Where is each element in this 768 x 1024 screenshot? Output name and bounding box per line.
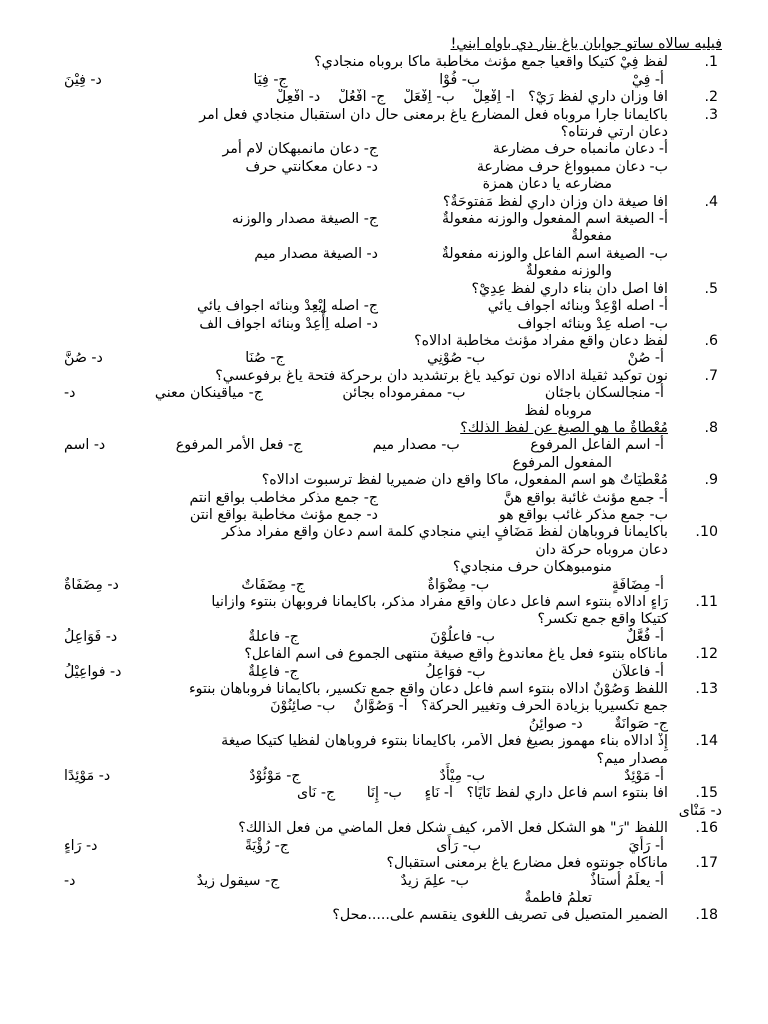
question-3	[48, 107, 722, 124]
option-d: د- اسم	[64, 437, 106, 454]
question-13-options-row2	[48, 716, 722, 733]
option-b: ب- مصدار ميم	[372, 437, 460, 454]
question-number: 6.	[704, 332, 718, 349]
question-16	[48, 820, 722, 837]
option-b: ب- صائِنُوْنَ	[270, 698, 336, 715]
option-a: أ- نَاءٍ	[424, 785, 453, 802]
question-number: 3.	[704, 106, 718, 123]
question-text: لفظ فِيْ كتيكا واقعيا جمع مؤنث مخاطبة ماكا بروباه منجادي؟	[314, 54, 668, 71]
question-text: مُعْطَيَاتٌ هو اسم المفعول، ماكا واقع دان ضميريا لفظ ترسبوت ادالاه؟	[261, 472, 668, 489]
option-d-cont: مروباه لفظ	[524, 402, 592, 419]
question-13	[48, 681, 722, 698]
option-b: ب- اصله عِدْ وبنائه اجواف	[517, 315, 668, 332]
option-a: أ- مَوْئِدٌ	[624, 768, 664, 785]
option-d: د- جمع مؤنث مخاطبة بواقع انتن	[189, 506, 378, 523]
question-10	[48, 524, 722, 541]
question-9	[48, 472, 722, 489]
worksheet-title: فيليه سالاه ساتو جوابان ياغ بنار دي باواه ايني!	[450, 36, 722, 52]
question-4-options-row1	[48, 211, 722, 228]
option-d: د- دعان معكانتي حرف	[245, 158, 378, 175]
option-b: ب- رَأَى	[436, 837, 482, 854]
question-11	[48, 594, 722, 611]
question-text: افا بنتوء اسم فاعل داري لفظ نَأْيًا؟	[466, 785, 668, 802]
option-a: أ- الصيغة اسم المفعول والوزنه مفعولةٌ	[441, 211, 668, 228]
option-c: ج- مياقينكان معني	[154, 385, 263, 402]
question-text: ماناكاه جونتوه فعل مضارع ياغ برمعنى استقبال؟	[386, 855, 668, 872]
question-16-options	[48, 838, 722, 855]
question-10-options	[48, 577, 722, 594]
question-3-options-row1	[48, 141, 722, 158]
question-4	[48, 194, 722, 211]
question-number: 14.	[695, 733, 718, 750]
question-15	[48, 785, 722, 802]
question-14	[48, 733, 722, 750]
question-text: افا صيغة دان وزان داري لفظ مَفتوحَةٌ؟	[442, 193, 668, 210]
option-b: ب- فُوْا	[439, 71, 481, 88]
option-d: د- فِيْنَ	[64, 71, 102, 88]
question-text: افا اصل دان بناء داري لفظ عِدِيْ؟	[471, 280, 668, 297]
option-c: ج- نَأَى	[296, 785, 336, 802]
worksheet	[48, 36, 722, 925]
question-2	[48, 89, 722, 106]
question-11-text-cont: كتيكا واقع جمع تكسر؟	[537, 611, 668, 628]
option-c: ج- جمع مذكر مخاطب بواقع انتم	[189, 489, 378, 506]
option-d: د- اُفْعِلْ	[275, 89, 321, 106]
question-13-text-cont: جمع تكسيريا بزيادة الحرف وتغيير الحركة؟ أ- وَصُوَّانٌ ب- صائِنُوْنَ	[270, 698, 668, 715]
question-number: 18.	[695, 907, 718, 924]
option-c: ج- مَوْئُوْدٌ	[249, 768, 301, 785]
question-4-options-row2	[48, 246, 722, 263]
option-b: ب- إِنَأً	[366, 785, 402, 802]
question-text: الضمير المتصيل فى تصريف اللغوى ينقسم على.....محل؟	[332, 907, 668, 924]
question-number: 16.	[695, 820, 718, 837]
option-a: أ- دعان مانمباه حرف مضارعة	[492, 141, 668, 158]
option-c: ج- فِيَا	[253, 71, 288, 88]
option-b: ب- علِمَ زيدٌ	[400, 872, 469, 889]
option-c: ج- الصيغة مصدار والوزنه	[231, 211, 378, 228]
question-text: اللفظ "رَ" هو الشكل فعل الأمر، كيف شكل فعل الماضي من فعل الذالك؟	[238, 820, 668, 837]
option-c: ج- فاعلةٌ	[248, 628, 299, 645]
question-9-options-row1	[48, 490, 722, 507]
option-a: أ- فِيْ	[631, 71, 664, 88]
question-number: 15.	[695, 785, 718, 802]
option-a: أ- اِفْعِلْ	[472, 89, 515, 106]
question-number: 13.	[695, 681, 718, 698]
option-c: ج- دعان مانمبهكان لام أمر	[222, 141, 378, 158]
question-7	[48, 368, 722, 385]
option-b: ب- الصيغة اسم الفاعل والوزنه مفعولةٌ	[441, 245, 668, 262]
question-number: 4.	[704, 193, 718, 210]
question-number: 10.	[695, 524, 718, 541]
question-17-options	[48, 873, 722, 890]
option-c: ج- صُنَا	[245, 350, 285, 367]
option-b: ب- صُوْنِي	[427, 350, 486, 367]
option-b: ب- فوَاعِلُ	[425, 663, 486, 680]
question-number: 11.	[695, 594, 718, 610]
option-c: ج- رُؤْيَةً	[244, 837, 289, 854]
question-10-text-cont: دعان مروباه حركة دان	[535, 541, 668, 558]
option-d: د-	[64, 872, 76, 889]
question-text: افا وزان داري لفظ رَيْ؟	[528, 89, 668, 106]
option-a: أ- مِضَافَةٍ	[611, 576, 664, 593]
option-c: ج- سيقول زيدٌ	[196, 872, 280, 889]
question-5-options-row2	[48, 316, 722, 333]
option-d: د- فواعِيْلُ	[64, 663, 122, 680]
option-d-cont: المفعول المرفوع	[512, 454, 612, 471]
option-d: د- صُنَّ	[64, 350, 103, 367]
question-14-text-cont: مصدار ميم؟	[596, 750, 668, 767]
question-12	[48, 646, 722, 663]
option-d: د- مَنْأَى	[678, 802, 722, 819]
option-a: أ- فاعلاَن	[611, 663, 664, 680]
question-9-options-row2	[48, 507, 722, 524]
question-3-options-row2	[48, 159, 722, 176]
option-c: ج- فعل الأمر المرفوع	[175, 437, 303, 454]
question-18	[48, 907, 722, 924]
option-d: د- رَاءٍ	[64, 837, 98, 854]
question-1	[48, 54, 722, 71]
option-b-cont: والوزنه مفعولةٌ	[525, 263, 612, 280]
option-a: أ- رَأيَ	[628, 837, 664, 854]
option-a: أ- اصله اوْعِدْ وبنائه اجواف يائي	[487, 298, 668, 315]
option-d-cont: تعلَمُ فاطمةٌ	[524, 889, 592, 906]
question-6	[48, 333, 722, 350]
option-d: د- مَوْئِدًا	[64, 768, 111, 785]
option-a: أ- وَصُوَّانٌ	[353, 698, 408, 715]
option-b: ب- دعان ممبوواغ حرف مضارعة	[476, 158, 668, 175]
question-11-options	[48, 629, 722, 646]
option-a: أ- منجالسكان باجئان	[544, 385, 664, 402]
question-text: باكايمانا فروباهان لفظ مَضَافٍ ايني منجادي كلمة اسم دعان واقع مفراد مذكر	[221, 524, 668, 541]
question-10-text-cont2: منومبوهكان حرف منجادي؟	[452, 559, 612, 576]
option-a: أ- اسم الفاعل المرفوع	[530, 437, 664, 454]
question-text: لفظ دعان واقع مفراد مؤنث مخاطبة ادالاه؟	[414, 332, 668, 349]
option-c: ج- اصله اِيْعِدْ وبنائه اجواف يائي	[197, 298, 378, 315]
question-text: اللفظ وَصُوْنٌ ادالاه بنتوء اسم فاعل دعان واقع جمع تكسير، باكايمانا فروباهان بنتوء	[188, 681, 668, 698]
option-b: ب- ممفرموداه بجائن	[342, 385, 466, 402]
question-number: 12.	[695, 646, 718, 663]
question-text: رَاءٍ ادالاه بنتوء اسم فاعل دعان واقع مفراد مذكر، باكايمانا فروبهان بنتوء وازانيا	[211, 594, 668, 610]
question-14-options	[48, 768, 722, 785]
question-6-options	[48, 350, 722, 367]
question-8-options	[48, 437, 722, 454]
option-d-cont: مضارعه يا دعان همزة	[482, 176, 612, 193]
option-b: ب- مِضْوَاةٌ	[427, 576, 490, 593]
question-text: إِذْ ادالاه بناء مهموز بصيغ فعل الأمر، باكايمانا بنتوء فروباهان لفظيا كتيكا صيغة	[221, 733, 668, 750]
question-text: باكايمانا جارا مروباه فعل المضارع ياغ برمعنى حال دان استقبال منجادي فعل امر	[199, 106, 668, 123]
option-a: أ- جمع مؤنث غائبة بواقع هنَّ	[503, 489, 668, 506]
question-text: نون توكيد ثقيلة ادالاه نون توكيد ياغ برتشديد دان برحركة فتحة ياغ برفوعسي؟	[215, 367, 668, 384]
question-15-option-d	[48, 803, 722, 820]
option-b: ب- مِيْأَدٌ	[439, 768, 486, 785]
question-7-options	[48, 385, 722, 402]
question-number: 8.	[704, 419, 718, 436]
question-number: 1.	[704, 54, 718, 71]
question-number: 2.	[704, 89, 718, 106]
option-b: ب- فاعلُوْنَ	[429, 628, 495, 645]
option-c: ج- فاعِلةٌ	[248, 663, 299, 680]
option-d: د- فَوَاعِلُ	[64, 628, 118, 645]
option-c: ج- صَوانَةٌ	[614, 715, 668, 732]
option-d: د- صوائِنُ	[528, 715, 583, 732]
question-3-text-cont: دعان ارتي فرنتاه؟	[560, 124, 668, 141]
option-c: ج- مِضَفَاتٌ	[241, 576, 305, 593]
option-a: أ- فُعَّلٌ	[626, 628, 664, 645]
question-1-options	[48, 72, 722, 89]
option-d: د- الصيغة مصدار ميم	[254, 245, 378, 262]
question-17	[48, 855, 722, 872]
question-text: مُعْطَاةٌ ما هو الصيغ عن لفظ الذلك؟	[460, 419, 668, 436]
option-d: د-	[64, 385, 76, 402]
question-number: 9.	[704, 472, 718, 489]
question-number: 7.	[704, 367, 718, 384]
question-8	[48, 420, 722, 437]
option-b: ب- جمع مذكر غائب بواقع هو	[498, 506, 668, 523]
question-number: 17.	[695, 855, 718, 872]
option-d: د- اصله اِأْعِدْ وبنائه اجواف الف	[199, 315, 378, 332]
question-5-options-row1	[48, 298, 722, 315]
option-c: ج- اُفْعُلْ	[338, 89, 386, 106]
question-5	[48, 281, 722, 298]
option-d: د- مِضَفَاةٌ	[64, 576, 119, 593]
question-text: ماناكاه بنتوء فعل ياغ معاندوغ واقع صيغة منتهى الجموع فى اسم الفاعل؟	[244, 646, 668, 663]
option-b: ب- اِفْعَلْ	[403, 89, 455, 106]
option-c-cont: مفعولةٌ	[571, 228, 612, 245]
option-a: أ- صُنْ	[627, 350, 664, 367]
question-number: 5.	[704, 280, 718, 297]
question-12-options	[48, 664, 722, 681]
option-a: أ- يعلَمُ أستاذٌ	[590, 872, 664, 889]
